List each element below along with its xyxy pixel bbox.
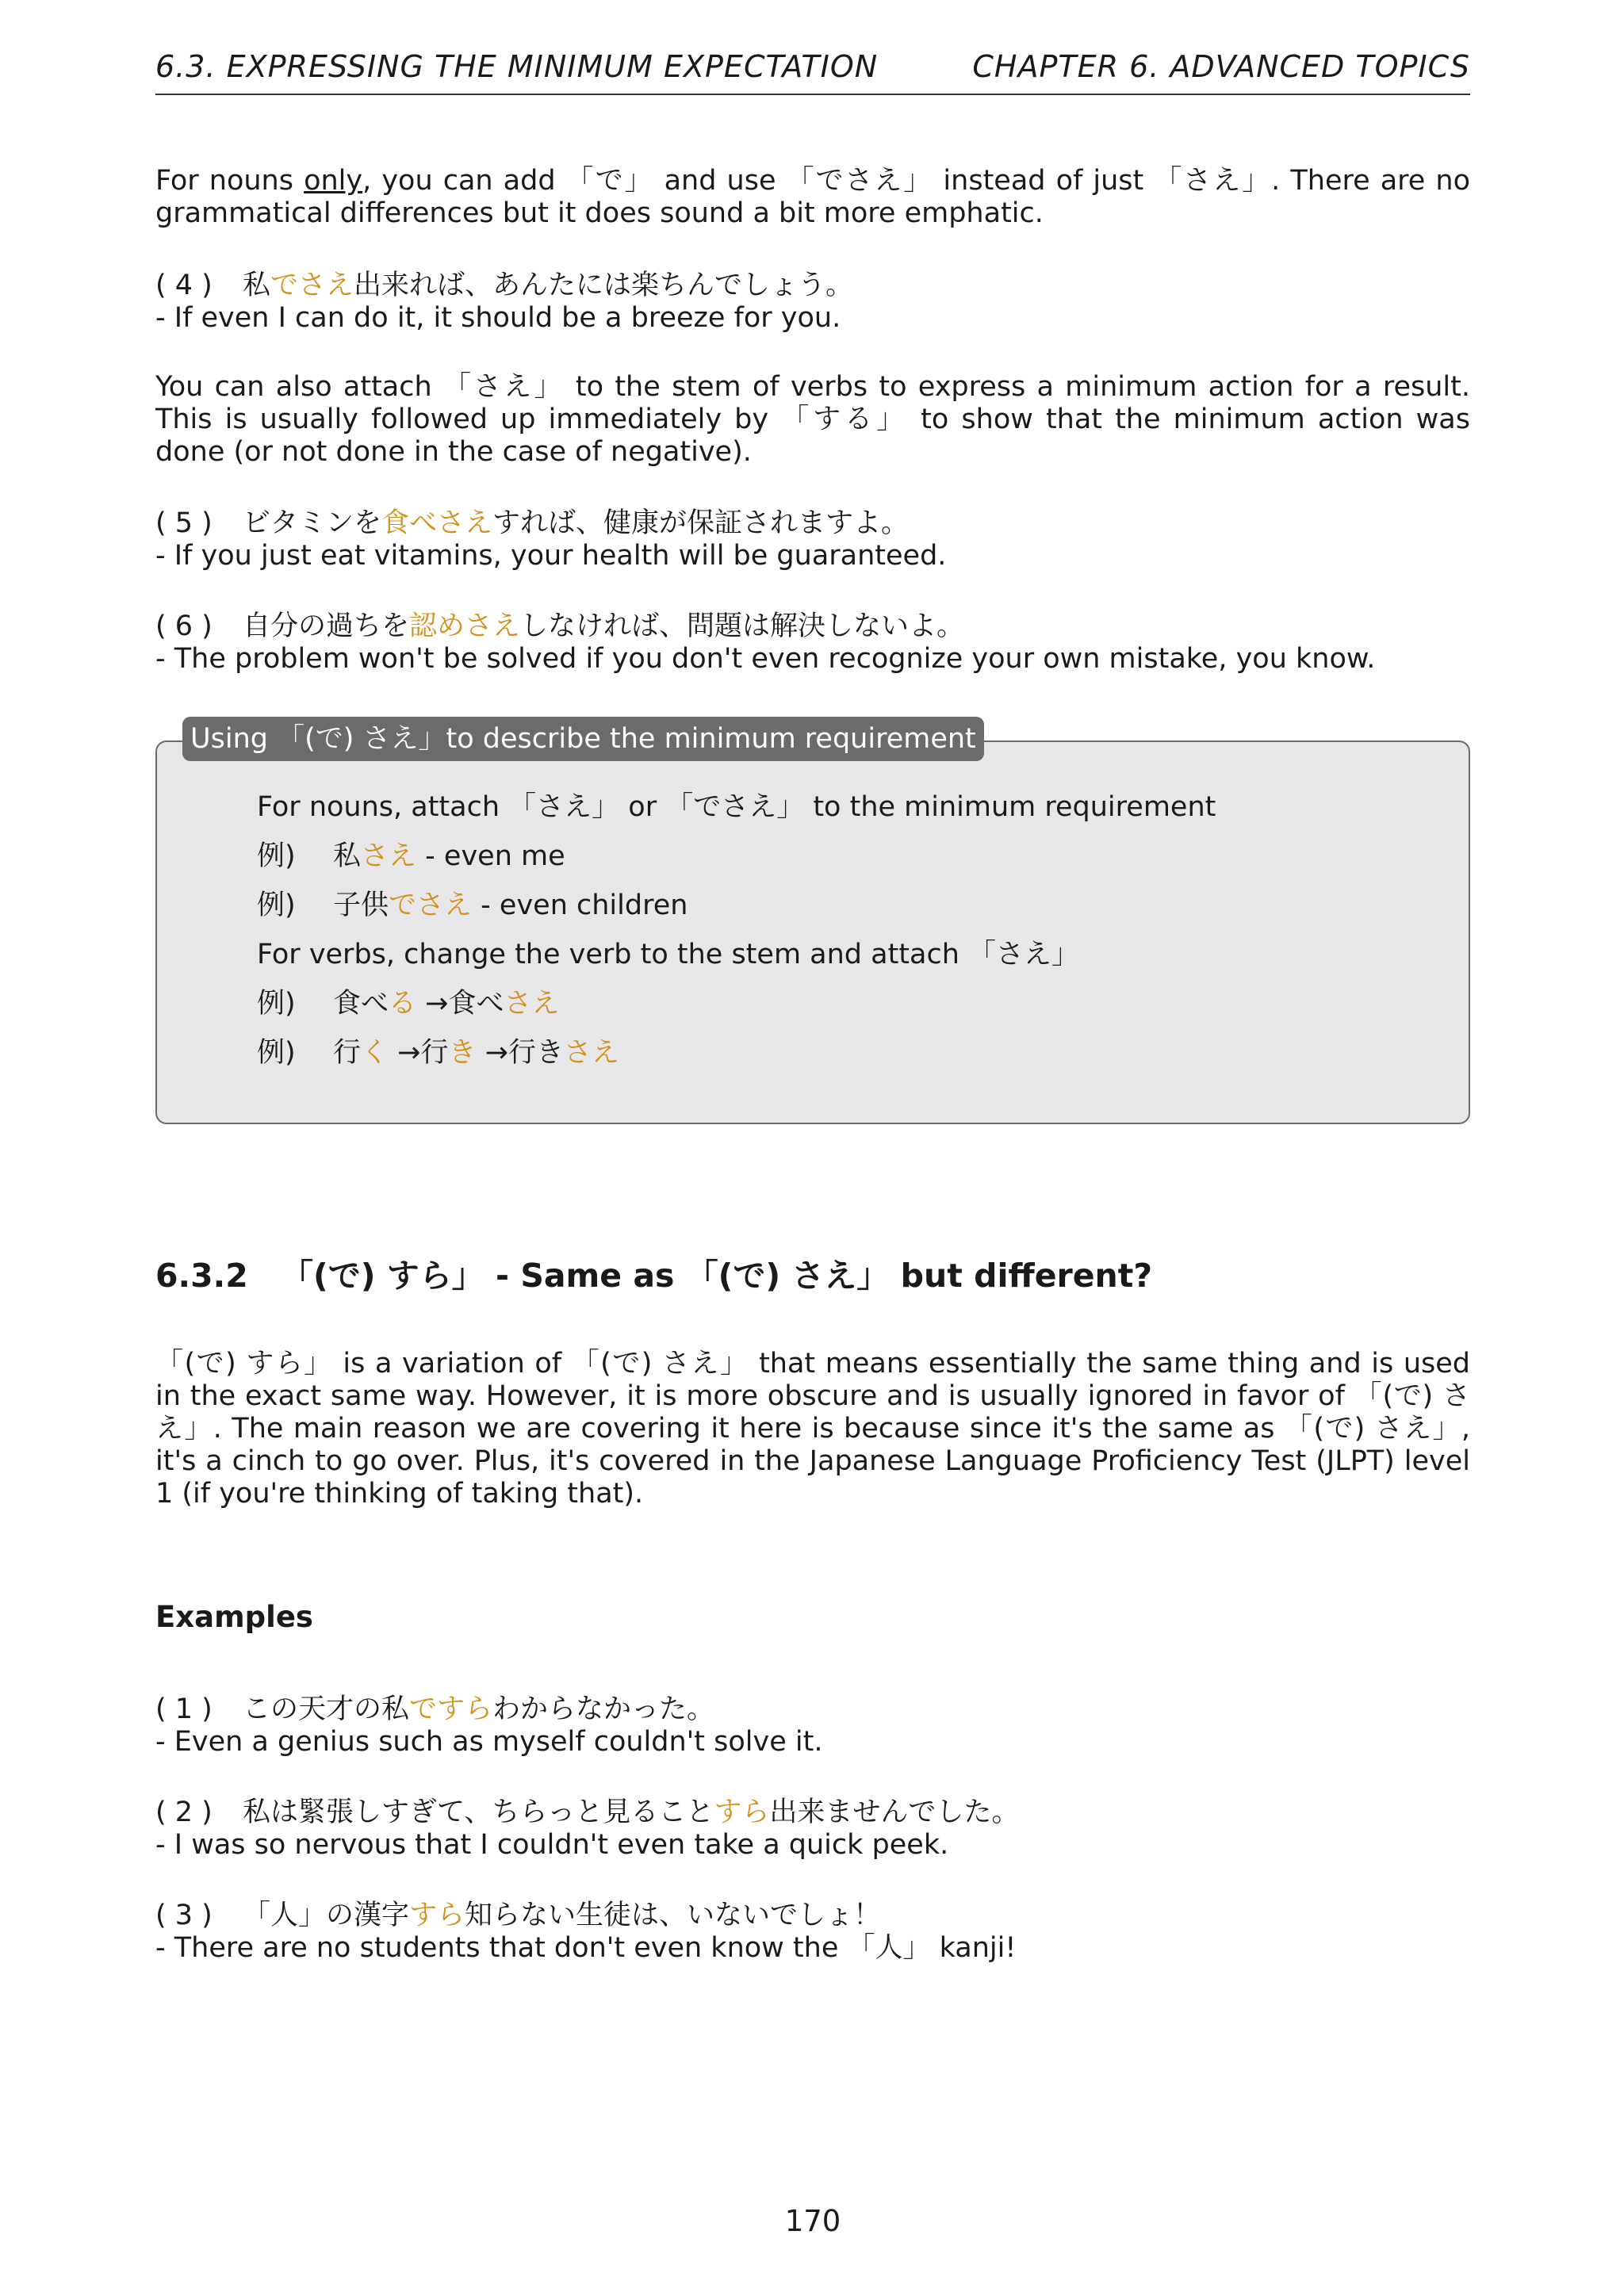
example-sura-1 (155, 1693, 1470, 1758)
example-number: ( 4 ) (155, 270, 213, 301)
section-title: 「(で) すら」 - Same as 「(で) さえ」 but different? (281, 1257, 1153, 1295)
example-highlight: でさえ (389, 890, 473, 921)
example-highlight: すら (409, 1900, 465, 1931)
example-translation: - If even I can do it, it should be a breeze for you. (155, 302, 841, 334)
example-4 (155, 270, 1470, 335)
summary-box-title: Using 「(で) さえ」to describe the minimum requirement (182, 717, 984, 761)
example-text: →食べ (416, 988, 504, 1020)
example-text: 私 (243, 270, 271, 301)
section-number: 6.3.2 (155, 1257, 248, 1295)
page-number: 170 (784, 2204, 841, 2238)
example-text: しなければ、問題は解決しないよ。 (520, 610, 965, 642)
intro-text-2: , you can add 「で」 and use 「でさえ」 instead of just 「さえ」. There are no grammatical differences but it does sound a bit more emphatic. (155, 165, 1471, 229)
example-text: この天才の私 (243, 1693, 410, 1725)
example-text: 行 (333, 1037, 362, 1069)
example-number: ( 2 ) (155, 1797, 213, 1828)
rei-label: 例) (257, 840, 296, 872)
header-rule (155, 94, 1470, 95)
page-header (155, 49, 1470, 84)
example-number: ( 1 ) (155, 1693, 213, 1725)
example-sentence (155, 1900, 1470, 1932)
example-number: ( 5 ) (155, 507, 213, 539)
example-6 (155, 610, 1470, 675)
example-sentence (155, 270, 1470, 302)
example-translation: - If you just eat vitamins, your health will be guaranteed. (155, 540, 947, 572)
example-text: - even me (416, 840, 565, 872)
example-translation: - The problem won't be solved if you don't even recognize your own mistake, you know. (155, 643, 1376, 675)
example-translation: - I was so nervous that I couldn't even take a quick peek. (155, 1829, 949, 1861)
example-sentence (155, 1797, 1470, 1829)
example-text: ビタミンを (243, 507, 382, 539)
example-highlight: さえ (563, 1037, 619, 1069)
examples-heading: Examples (155, 1600, 313, 1634)
box-example-1 (257, 840, 565, 873)
example-sura-2 (155, 1797, 1470, 1862)
example-text: →行き (476, 1037, 564, 1069)
example-highlight: 認めさえ (409, 610, 521, 642)
intro-text-1: For nouns (155, 165, 304, 197)
example-translation: - Even a genius such as myself couldn't solve it. (155, 1726, 823, 1758)
intro-paragraph (155, 165, 1470, 230)
example-text: わからなかった。 (492, 1693, 715, 1725)
example-5 (155, 507, 1470, 572)
example-text: すれば、健康が保証されますよ。 (492, 507, 910, 539)
box-noun-rule: For nouns, attach 「さえ」 or 「でさえ」 to the minimum requirement (257, 791, 1216, 823)
example-highlight: さえ (361, 840, 417, 872)
example-highlight: 食べさえ (381, 507, 493, 539)
example-highlight: すら (714, 1797, 770, 1828)
example-text: 知らない生徒は、いないでしょ！ (465, 1900, 882, 1931)
header-chapter-title: CHAPTER 6. ADVANCED TOPICS (972, 49, 1470, 84)
example-text: 食べ (333, 988, 389, 1020)
verb-paragraph: You can also attach 「さえ」 to the stem of verbs to express a minimum action for a result. This is usually followed up immediately by 「する」 to show that the minimum action was done (or not done in the case of negative). (155, 371, 1470, 468)
example-highlight: く (361, 1037, 389, 1069)
example-text: 私 (333, 840, 362, 872)
example-highlight: ですら (409, 1693, 493, 1725)
box-verb-rule: For verbs, change the verb to the stem and attach 「さえ」 (257, 939, 1080, 970)
example-translation: - There are no students that don't even know the 「人」 kanji! (155, 1932, 1017, 1964)
box-example-2 (257, 890, 688, 922)
intro-underlined-word: only (304, 165, 363, 197)
example-number: ( 3 ) (155, 1900, 213, 1931)
example-text: 私は緊張しすぎて、ちらっと見ること (243, 1797, 714, 1828)
section-heading (155, 1249, 1152, 1296)
rei-label: 例) (257, 988, 296, 1020)
example-highlight: き (448, 1037, 477, 1069)
example-text: 自分の過ちを (243, 610, 410, 642)
rei-label: 例) (257, 890, 296, 921)
rei-label: 例) (257, 1037, 296, 1069)
example-sura-3 (155, 1900, 1470, 1965)
example-sentence (155, 610, 1470, 643)
example-highlight: さえ (504, 988, 560, 1020)
example-text: 出来れば、あんたには楽ちんでしょう。 (354, 270, 854, 301)
example-text: 出来ませんでした。 (769, 1797, 1020, 1828)
box-example-4 (257, 1037, 619, 1070)
example-number: ( 6 ) (155, 610, 213, 642)
example-highlight: でさえ (270, 270, 354, 301)
sura-paragraph: 「(で) すら」 is a variation of 「(で) さえ」 that means essentially the same thing and is used in the exact same way. However, it is more obscure and is usually ignored in favor of 「(で) さえ」. The main reason we are covering it here is because since it's the same as 「(で) さえ」, it's a cinch to go over. Plus, it's covered in the Japanese Language Proficiency Test (JLPT) level 1 (if you're thinking of taking that). (155, 1348, 1470, 1510)
example-sentence (155, 507, 1470, 540)
box-example-3 (257, 988, 560, 1020)
example-text: - even children (472, 890, 688, 921)
example-text: 子供 (333, 890, 389, 921)
header-section-title: 6.3. EXPRESSING THE MINIMUM EXPECTATION (155, 49, 879, 84)
example-highlight: る (389, 988, 417, 1020)
example-text: →行 (389, 1037, 449, 1069)
example-text: 「人」の漢字 (243, 1900, 410, 1931)
example-sentence (155, 1693, 1470, 1726)
